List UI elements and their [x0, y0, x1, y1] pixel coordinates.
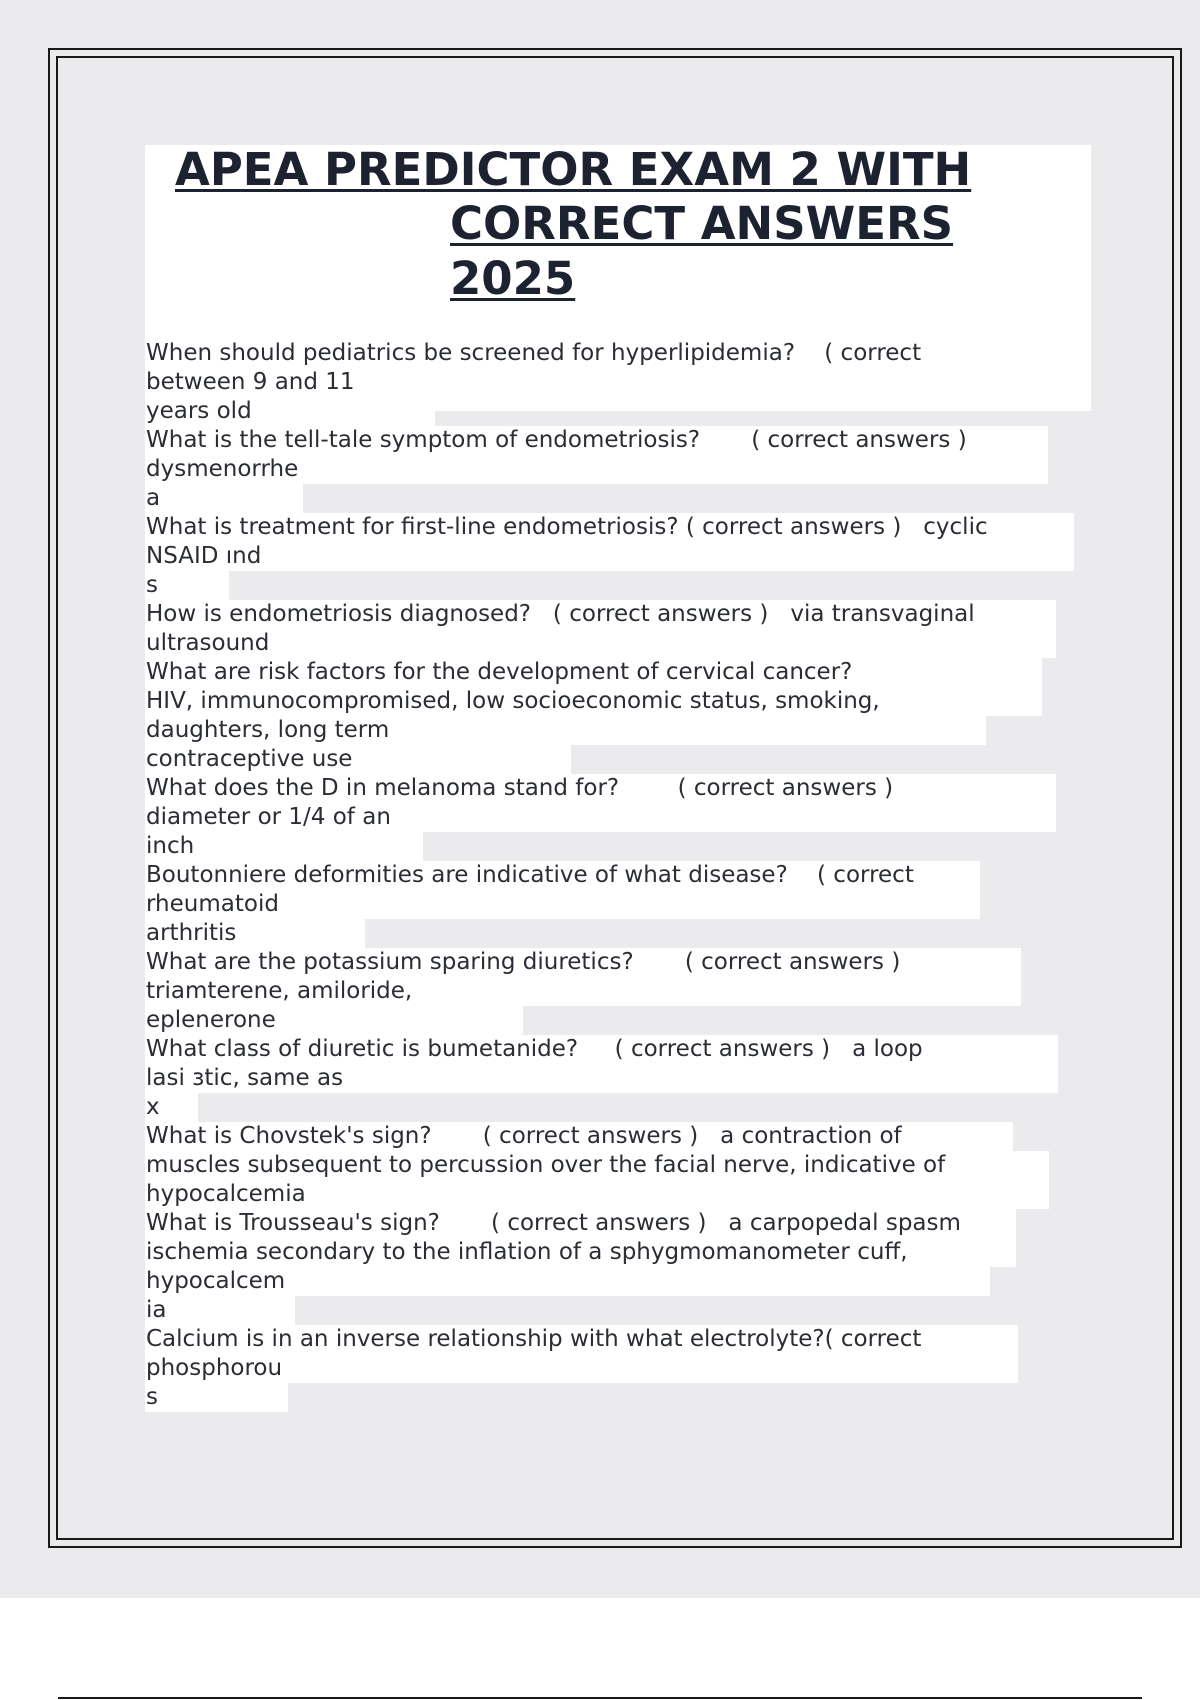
text-line: NSAID ınd: [145, 542, 1074, 571]
text-line: lasi ɜtic, same as: [145, 1064, 1058, 1093]
text-line: What does the D in melanoma stand for? ( correct answers ): [145, 774, 1056, 803]
text-line: What are risk factors for the development of cervical cancer?: [145, 658, 1042, 687]
bottom-divider: [58, 1697, 1142, 1699]
text-line: ia: [145, 1296, 295, 1325]
text-line: inch: [145, 832, 423, 861]
text-line: What class of diuretic is bumetanide? ( correct answers ) a loop: [145, 1035, 1058, 1064]
document-title-line-2: CORRECT ANSWERS: [450, 197, 954, 250]
text-line: muscles subsequent to percussion over the facial nerve, indicative of: [145, 1151, 1049, 1180]
text-line: phosphorou: [145, 1354, 1018, 1383]
text-line: years old: [145, 397, 435, 426]
text-line: What is Chovstek's sign? ( correct answers ) a contraction of: [145, 1122, 1013, 1151]
text-line: s: [145, 1383, 288, 1412]
text-line: triamterene, amiloride,: [145, 977, 1021, 1006]
text-line: ultrasound: [145, 629, 1056, 658]
text-line: Boutonniere deformities are indicative of what disease? ( correct: [145, 861, 980, 890]
text-line: ischemia secondary to the inflation of a sphygmomanometer cuff,: [145, 1238, 1016, 1267]
text-line: rheumatoid: [145, 890, 980, 919]
text-line: between 9 and 11: [145, 368, 1091, 397]
text-line: diameter or 1/4 of an: [145, 803, 1056, 832]
text-line: What is the tell-tale symptom of endometriosis? ( correct answers ): [145, 426, 1048, 455]
text-line: eplenerone: [145, 1006, 523, 1035]
text-line: a: [145, 484, 303, 513]
text-line: contraceptive use: [145, 745, 571, 774]
text-line: dysmenorrhe: [145, 455, 1048, 484]
text-line: What is treatment for first-line endometriosis? ( correct answers ) cyclic: [145, 513, 1074, 542]
text-line: How is endometriosis diagnosed? ( correct answers ) via transvaginal: [145, 600, 1056, 629]
text-line: arthritis: [145, 919, 365, 948]
text-line: Calcium is in an inverse relationship with what electrolyte?( correct: [145, 1325, 1018, 1354]
document-title-line-1: APEA PREDICTOR EXAM 2 WITH: [175, 143, 972, 196]
text-line: hypocalcem: [145, 1267, 990, 1296]
text-line: HIV, immunocompromised, low socioeconomic status, smoking,: [145, 687, 1042, 716]
text-line: What are the potassium sparing diuretics? ( correct answers ): [145, 948, 1021, 977]
text-line: When should pediatrics be screened for hyperlipidemia? ( correct: [145, 339, 1091, 368]
text-line: s: [145, 571, 229, 600]
text-line: x: [145, 1093, 198, 1122]
document-title-line-3: 2025: [450, 252, 576, 305]
text-line: What is Trousseau's sign? ( correct answers ) a carpopedal spasm: [145, 1209, 1016, 1238]
text-line: hypocalcemia: [145, 1180, 1049, 1209]
text-line: daughters, long term: [145, 716, 986, 745]
